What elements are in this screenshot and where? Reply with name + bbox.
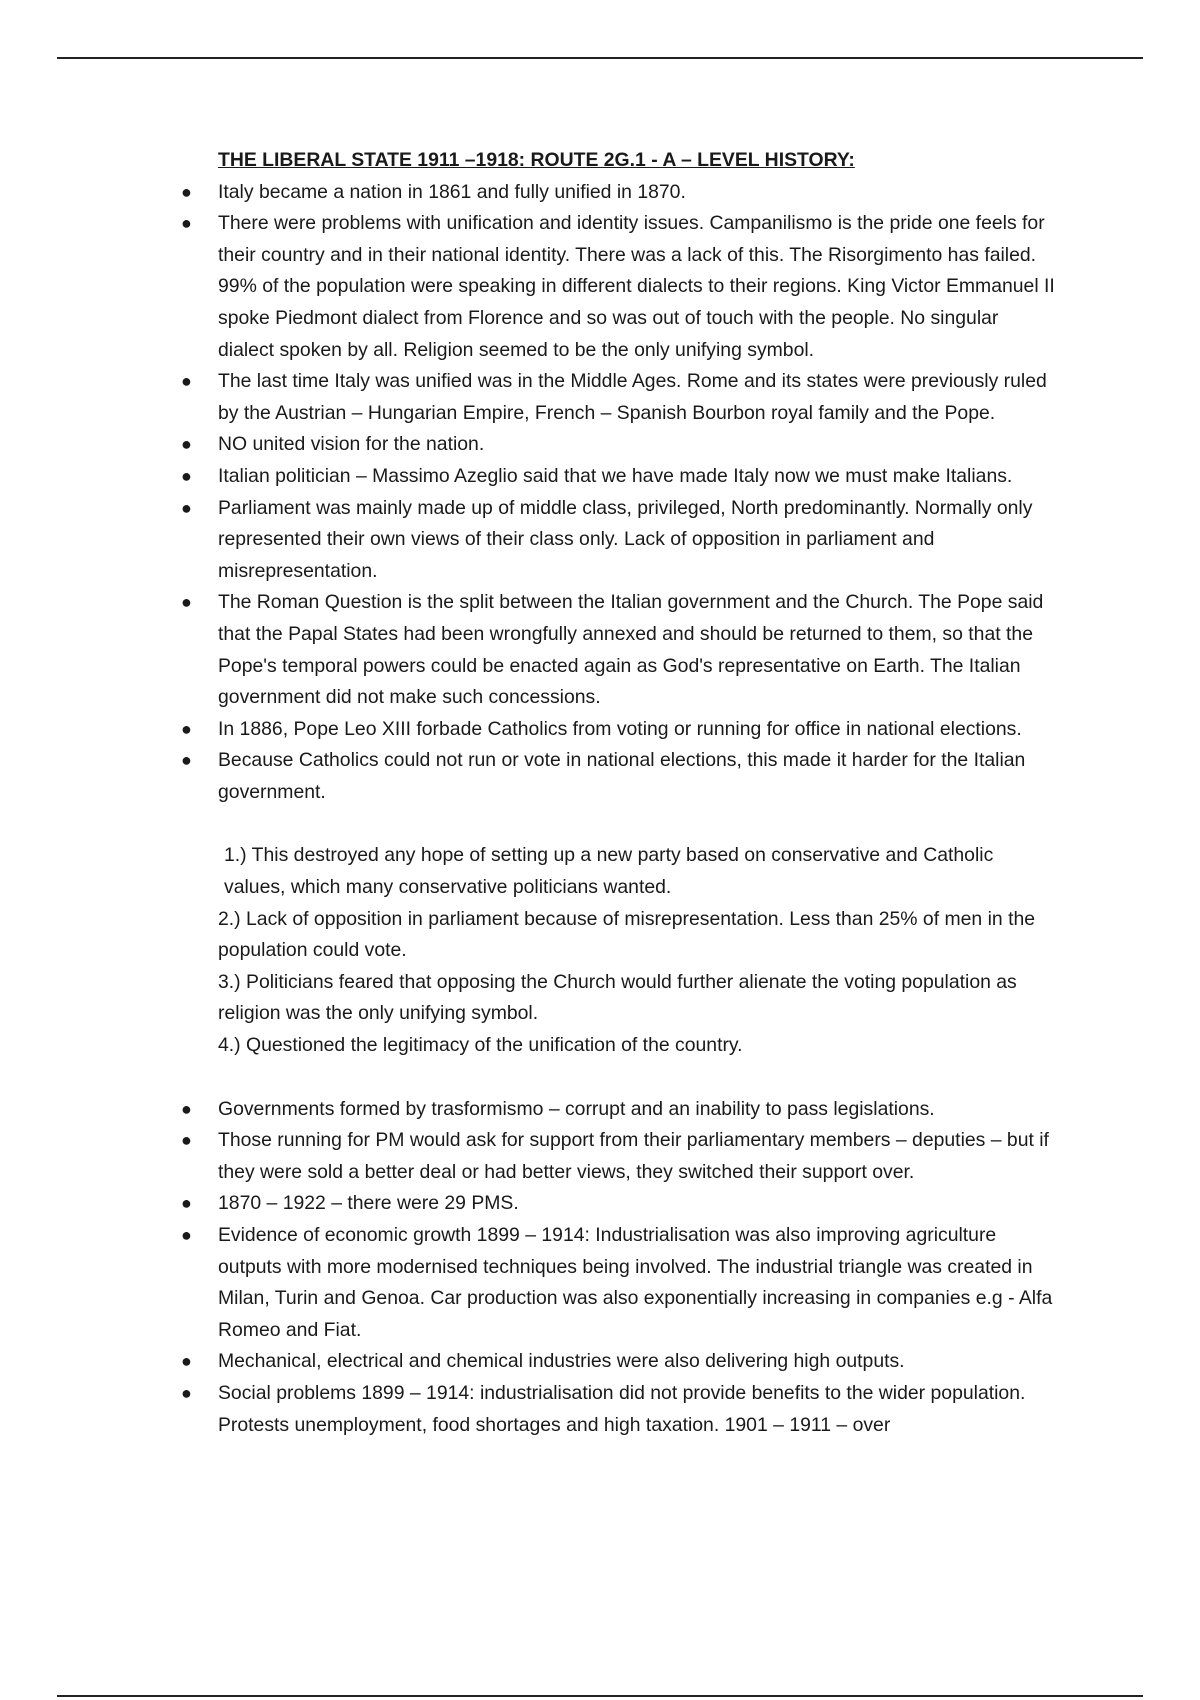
bullet-icon: ●	[181, 213, 192, 234]
top-rule	[57, 57, 1143, 59]
bullet-icon: ●	[181, 1225, 192, 1245]
list-item-text: There were problems with unification and identity issues. Campanilismo is the pride one feels for their country and in their national identity. There was a lack of this. The Risorgimento has failed. 99% of the population were speaking in different dialects to their regions. King Victor Emmanuel II spoke Piedmont dialect from Florence and so was out of touch with the people. No singular dialect spoken by all. Religion seemed to be the only unifying symbol.	[218, 212, 1055, 361]
bullet-icon: ●	[181, 1098, 192, 1119]
bullet-icon: ●	[181, 434, 192, 455]
list-item-text: NO united vision for the nation.	[218, 433, 485, 456]
page-title: THE LIBERAL STATE 1911 –1918: ROUTE 2G.1 - A – LEVEL HISTORY:	[218, 149, 855, 171]
bullet-icon: ●	[181, 181, 192, 202]
list-item-text: In 1886, Pope Leo XIII forbade Catholics from voting or running for office in national elections.	[218, 717, 1022, 740]
list-item	[181, 1220, 1058, 1346]
list-item	[181, 461, 1058, 493]
list-item-text: Italy became a nation in 1861 and fully unified in 1870.	[218, 180, 686, 203]
list-item	[181, 177, 1058, 209]
list-item-text: Those running for PM would ask for support from their parliamentary members – deputies – but if they were sold a better deal or had better views, they switched their support over.	[218, 1129, 1049, 1183]
bullet-icon: ●	[181, 1351, 192, 1372]
list-item	[181, 587, 1058, 713]
numbered-list	[218, 840, 1058, 1061]
list-item	[181, 745, 1058, 808]
list-item-text: Mechanical, electrical and chemical industries were also delivering high outputs.	[218, 1350, 905, 1373]
document-body	[181, 145, 1058, 1441]
list-item	[181, 366, 1058, 429]
bullet-list-b	[181, 1094, 1058, 1442]
bullet-icon: ●	[181, 1382, 192, 1403]
bullet-icon: ●	[181, 1130, 192, 1151]
list-item	[181, 429, 1058, 461]
list-item-text: Italian politician – Massimo Azeglio said that we have made Italy now we must make Italians.	[218, 464, 1013, 487]
list-item-text: Parliament was mainly made up of middle class, privileged, North predominantly. Normally only represented their own views of their class only. Lack of opposition in parliament and misrepresentation.	[218, 496, 1033, 582]
list-item	[181, 1188, 1058, 1220]
numbered-item: 3.) Politicians feared that opposing the Church would further alienate the voting population as religion was the only unifying symbol.	[218, 970, 1017, 1025]
spacer	[218, 1062, 1058, 1094]
list-item	[181, 208, 1058, 366]
bullet-icon: ●	[181, 750, 192, 771]
list-item	[181, 1346, 1058, 1378]
bullet-icon: ●	[181, 1193, 192, 1214]
list-item	[181, 1094, 1058, 1126]
list-item	[181, 1125, 1058, 1188]
list-item-text: Evidence of economic growth 1899 – 1914: Industrialisation was also improving agriculture outputs with more modernised techniques being involved. The industrial triangle was created in Milan, Turin and Genoa. Car production was also exponentially increasing in companies e.g - Alfa Romeo and Fiat.	[218, 1224, 1053, 1341]
bullet-icon: ●	[181, 592, 192, 613]
list-item-text: Because Catholics could not run or vote in national elections, this made it harder for the Italian government.	[218, 749, 1026, 803]
bullet-icon: ●	[181, 371, 192, 392]
list-item-text: 1870 – 1922 – there were 29 PMS.	[218, 1192, 519, 1215]
numbered-item: 4.) Questioned the legitimacy of the unification of the country.	[218, 1034, 743, 1057]
list-item	[181, 493, 1058, 588]
bullet-icon: ●	[181, 497, 192, 518]
bottom-rule	[57, 1695, 1143, 1697]
list-item	[181, 714, 1058, 746]
spacer	[218, 808, 1058, 840]
bullet-icon: ●	[181, 718, 192, 739]
numbered-item: 2.) Lack of opposition in parliament because of misrepresentation. Less than 25% of men in the population could vote.	[218, 907, 1036, 962]
list-item-text: The Roman Question is the split between the Italian government and the Church. The Pope said that the Papal States had been wrongfully annexed and should be returned to them, so that the Pope's temporal powers could be enacted again as God's representative on Earth. The Italian government did not make such concessions.	[218, 591, 1044, 709]
list-item-text: The last time Italy was unified was in the Middle Ages. Rome and its states were previously ruled by the Austrian – Hungarian Empire, French – Spanish Bourbon royal family and the Pope.	[218, 370, 1047, 424]
list-item-text: Governments formed by trasformismo – corrupt and an inability to pass legislations.	[218, 1097, 935, 1120]
list-item	[181, 1378, 1058, 1441]
numbered-item: 1.) This destroyed any hope of setting up a new party based on conservative and Catholic values, which many conservative politicians wanted.	[224, 844, 994, 899]
list-item-text: Social problems 1899 – 1914: industrialisation did not provide benefits to the wider population. Protests unemployment, food shortages and high taxation. 1901 – 1911 – over	[218, 1381, 1026, 1436]
bullet-list-a	[181, 177, 1058, 809]
bullet-icon: ●	[181, 465, 192, 486]
